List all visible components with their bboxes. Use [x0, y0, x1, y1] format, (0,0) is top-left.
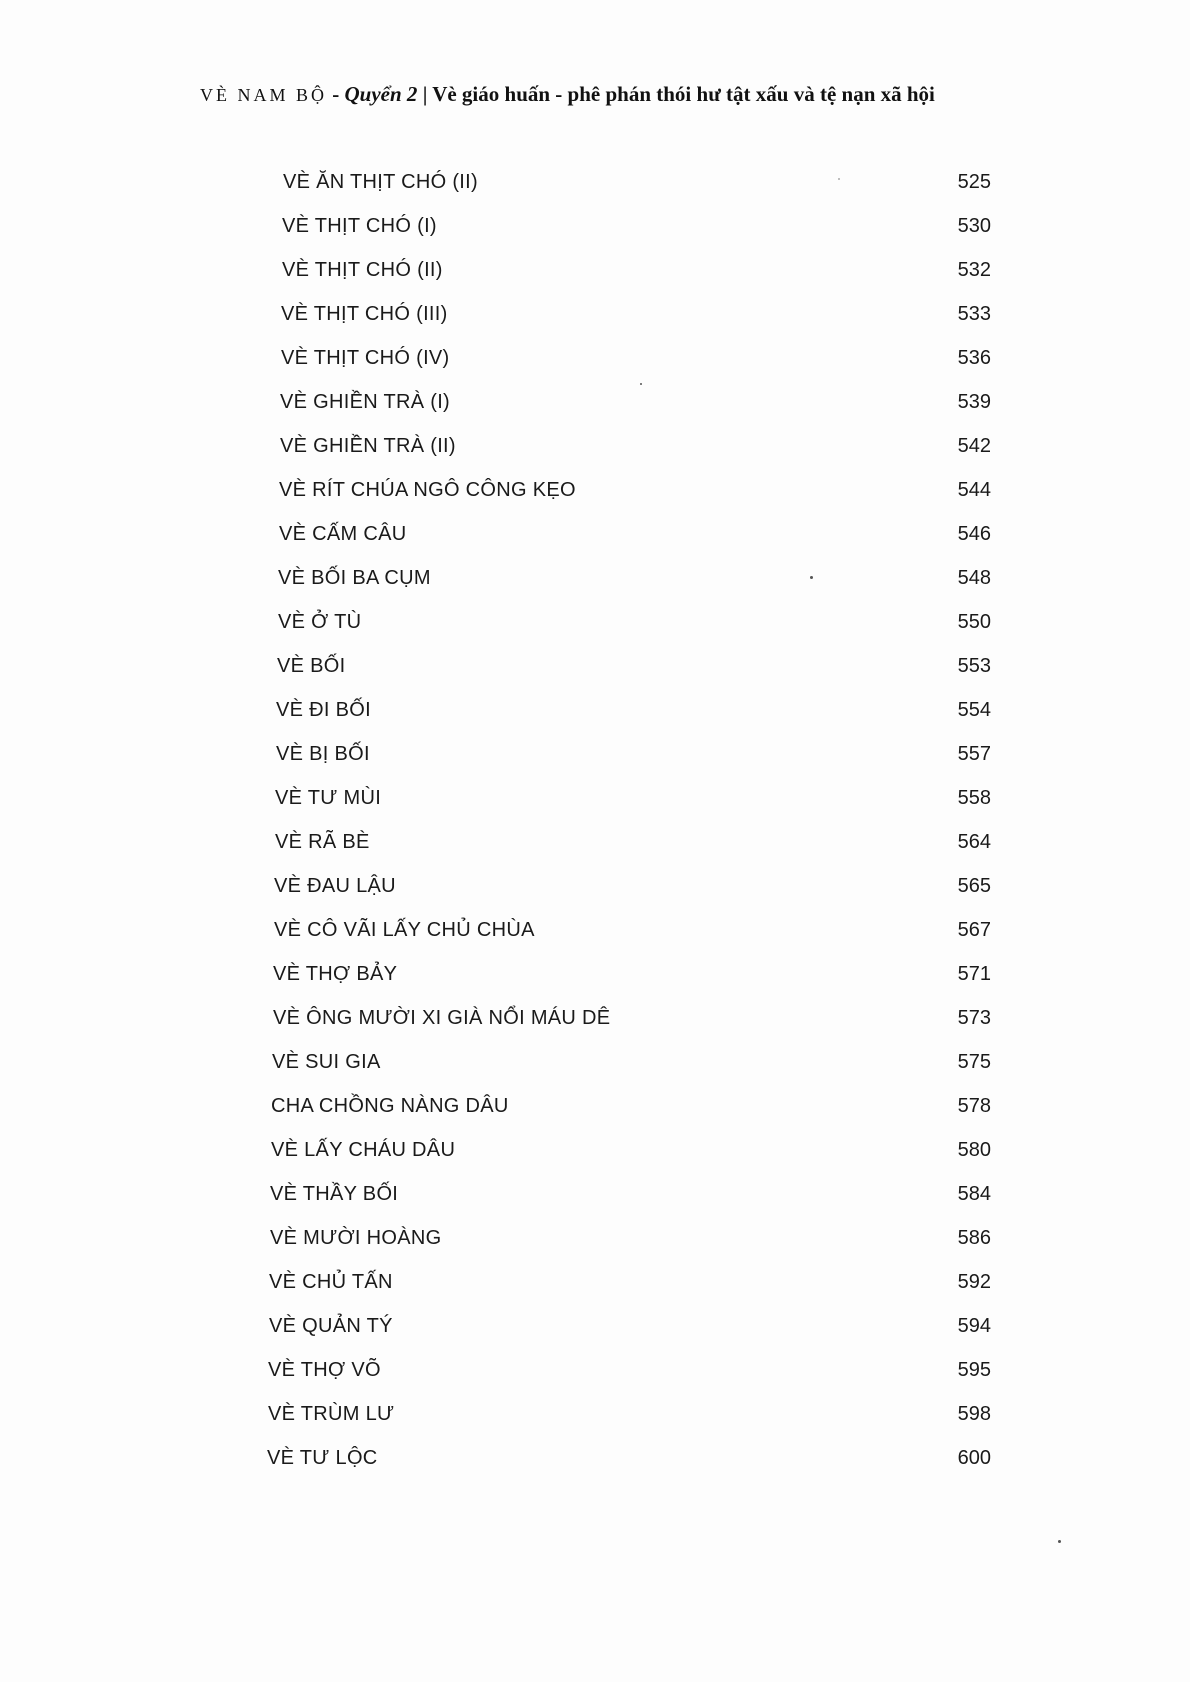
toc-entry-title: VÈ THỊT CHÓ (IV) — [281, 347, 450, 369]
toc-entry-title: VÈ GHIỀN TRÀ (I) — [280, 391, 451, 413]
toc-entry-page-number: 600 — [957, 1447, 991, 1469]
toc-entry-page-number: 532 — [957, 259, 991, 281]
toc-entry — [0, 380, 1190, 424]
toc-entry-title: VÈ CHỦ TẤN — [269, 1271, 393, 1293]
toc-entry-page-number: 525 — [957, 171, 991, 193]
toc-entry-title: VÈ THỢ BẢY — [273, 963, 398, 985]
toc-entry — [0, 908, 1190, 952]
toc-entry — [0, 864, 1190, 908]
toc-entry-title: VÈ CẤM CÂU — [279, 523, 407, 545]
toc-entry-title: VÈ MƯỜI HOÀNG — [270, 1227, 442, 1249]
toc-entry-title: VÈ TRÙM LƯ — [268, 1403, 395, 1425]
toc-entry-page-number: 558 — [957, 787, 991, 809]
toc-entry-page-number: 584 — [957, 1183, 991, 1205]
toc-entry-title: VÈ ĐI BỐI — [276, 699, 371, 721]
toc-entry-title: VÈ Ở TÙ — [278, 611, 362, 633]
toc-entry — [0, 1392, 1190, 1436]
toc-entry — [0, 1084, 1190, 1128]
toc-entry-page-number: 557 — [957, 743, 991, 765]
toc-entry — [0, 160, 1190, 204]
book-title: VÈ NAM BỘ — [200, 85, 328, 105]
toc-entry-title: VÈ THỊT CHÓ (III) — [281, 303, 448, 325]
toc-entry-title: VÈ RÃ BÈ — [275, 831, 370, 853]
toc-entry-title: VÈ RÍT CHÚA NGÔ CÔNG KẸO — [279, 479, 576, 501]
toc-entry-page-number: 546 — [957, 523, 991, 545]
scan-speck — [810, 576, 813, 579]
toc-entry-title: VÈ TƯ MÙI — [275, 787, 382, 809]
toc-entry — [0, 732, 1190, 776]
toc-entry — [0, 600, 1190, 644]
toc-entry — [0, 1040, 1190, 1084]
toc-entry-page-number: 554 — [957, 699, 991, 721]
toc-entry-page-number: 544 — [957, 479, 991, 501]
toc-entry — [0, 512, 1190, 556]
toc-entry-page-number: 598 — [957, 1403, 991, 1425]
toc-entry — [0, 556, 1190, 600]
toc-entry-page-number: 553 — [957, 655, 991, 677]
toc-entry-page-number: 580 — [957, 1139, 991, 1161]
toc-entry-title: VÈ TƯ LỘC — [267, 1447, 378, 1469]
header-divider: | — [417, 82, 433, 106]
toc-entry — [0, 996, 1190, 1040]
toc-entry-title: VÈ ÔNG MƯỜI XI GIÀ NỔI MÁU DÊ — [273, 1007, 611, 1029]
toc-entry-title: VÈ BỐI BA CỤM — [278, 567, 431, 589]
scan-speck — [838, 178, 840, 180]
toc-entry-page-number: 594 — [957, 1315, 991, 1337]
toc-entry — [0, 424, 1190, 468]
toc-entry-title: VÈ THỊT CHÓ (I) — [282, 215, 437, 237]
toc-entry-title: VÈ GHIỀN TRÀ (II) — [280, 435, 456, 457]
toc-entry-title: VÈ THẦY BỐI — [270, 1183, 399, 1205]
toc-entry-title: VÈ QUẢN TÝ — [269, 1315, 393, 1337]
toc-entry — [0, 820, 1190, 864]
toc-entry — [0, 1348, 1190, 1392]
toc-entry-page-number: 565 — [957, 875, 991, 897]
toc-entry-page-number: 578 — [957, 1095, 991, 1117]
toc-entry-title: VÈ THỢ VÕ — [268, 1359, 381, 1381]
toc-entry — [0, 644, 1190, 688]
toc-entry-page-number: 533 — [957, 303, 991, 325]
toc-entry-title: VÈ SUI GIA — [272, 1051, 381, 1073]
toc-entry-title: VÈ BỊ BỐI — [276, 743, 370, 765]
toc-entry — [0, 688, 1190, 732]
toc-entry — [0, 1172, 1190, 1216]
toc-entry — [0, 952, 1190, 996]
toc-entry — [0, 1260, 1190, 1304]
toc-entry — [0, 1216, 1190, 1260]
running-header — [200, 82, 935, 107]
toc-entry — [0, 248, 1190, 292]
toc-entry — [0, 336, 1190, 380]
section-title: Vè giáo huấn - phê phán thói hư tật xấu và tệ nạn xã hội — [432, 82, 935, 106]
toc-entry-page-number: 592 — [957, 1271, 991, 1293]
toc-entry-page-number: 573 — [957, 1007, 991, 1029]
toc-entry-page-number: 539 — [957, 391, 991, 413]
toc-entry — [0, 1436, 1190, 1480]
toc-entry-title: VÈ BỐI — [277, 655, 346, 677]
toc-entry-title: CHA CHỒNG NÀNG DÂU — [271, 1095, 509, 1117]
toc-entry — [0, 468, 1190, 512]
toc-entry-page-number: 550 — [957, 611, 991, 633]
scan-speck — [640, 383, 642, 385]
toc-entry-page-number: 542 — [957, 435, 991, 457]
toc-entry-page-number: 548 — [957, 567, 991, 589]
volume-label: Quyển 2 — [344, 82, 418, 106]
toc-entry-page-number: 586 — [957, 1227, 991, 1249]
toc-entry-title: VÈ CÔ VÃI LẤY CHỦ CHÙA — [274, 919, 535, 941]
toc-entry-page-number: 564 — [957, 831, 991, 853]
toc-entry — [0, 292, 1190, 336]
toc-entry-page-number: 575 — [957, 1051, 991, 1073]
toc-entry-title: VÈ THỊT CHÓ (II) — [282, 259, 443, 281]
scan-speck — [1058, 1540, 1061, 1543]
toc-entry-page-number: 595 — [957, 1359, 991, 1381]
header-separator: - — [327, 82, 345, 106]
toc-entry-page-number: 536 — [957, 347, 991, 369]
toc-entry-page-number: 530 — [957, 215, 991, 237]
toc-entry-title: VÈ ĂN THỊT CHÓ (II) — [283, 171, 478, 193]
toc-entry — [0, 1128, 1190, 1172]
toc-entry — [0, 776, 1190, 820]
toc-entry-title: VÈ LẤY CHÁU DÂU — [271, 1139, 456, 1161]
table-of-contents — [0, 160, 1190, 1480]
toc-entry — [0, 204, 1190, 248]
toc-entry-page-number: 571 — [957, 963, 991, 985]
toc-entry — [0, 1304, 1190, 1348]
toc-entry-page-number: 567 — [957, 919, 991, 941]
toc-entry-title: VÈ ĐAU LẬU — [274, 875, 396, 897]
